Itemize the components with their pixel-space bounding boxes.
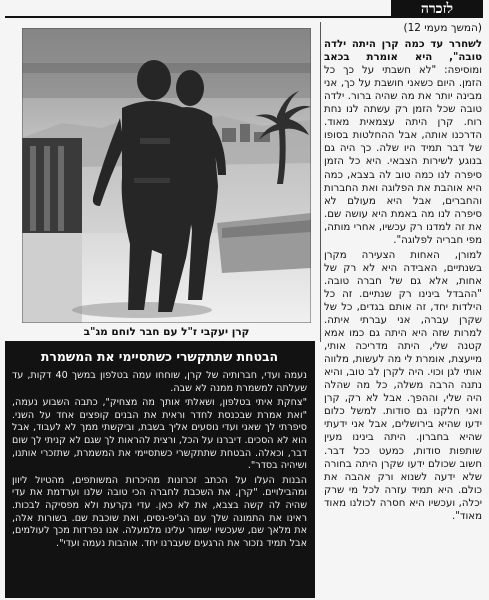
memorial-paragraph-1: נעמה ועדי, חברותיה של קרן, שוחחו עמה בטלפון במשך 40 דקות, עד שעלתה למשמרת ממנה לא שבה.	[12, 370, 307, 394]
photo-image	[22, 28, 311, 323]
column-divider	[320, 22, 321, 342]
article-paragraph-1-text: ומוסיפה: "לא חשבתי על כך כל הזמן. היום כשאני חושבת על כך, אני מבינה יותר את מה שהיה ברור. ילדה טובה שכל הזמן רק עשתה לנו נחת רוח. קרן היתה עצמאית מאוד. הדרכנו אותה, אבל ההחלטות בסופו של דבר תמיד היו שלה. כך היה גם בנוגע לשירות הצבאי. היא כל הזמן סיפרה לנו כמה טוב לה בצבא, כמה היא אוהבת את הפלוגה ואת החברות והחברים, אבל היא מעולם לא סיפרה לנו מה באמת היא עושה שם. את זה למדנו רק עכשיו, אחרי מותה, מפי חבריה לפלוגה".	[324, 65, 482, 246]
article-lead: לשחרר עד כמה קרן היתה ילדה טובה", היא אומרת בכאב	[324, 39, 482, 64]
section-header	[5, 0, 483, 18]
memorial-paragraph-2: "צחקת איתי בטלפון, ושאלתי אותך מה מצחיק", כתבה השבוע נעמה, "ואת אמרת שבכנסת לחדר וראית את הבנים קופצים אחד על השני. סיפרתי לך שאני ועדי נוסעים אליך בשבת, וביקשתי ממך לא לעבוד, אבל הוא לא הסכים. דיברנו על הכל, ורצית להראות לך שגם לא קניתי לך שום דבר, וכאלה. הבטחת שתתקשרי כשתסיימי את המשמרת, שתזכרי אותנו, ושיהיה בסדר".	[12, 397, 307, 472]
section-title: לזכרה	[391, 0, 483, 18]
continuation-note: (המשך מעמי 12)	[403, 22, 482, 34]
article-paragraph-1	[324, 38, 482, 247]
article-column	[324, 22, 482, 598]
memorial-paragraph-3: הבנות העלו על הכתב זכרונות מהיכרות המשותפים, מהטיול ליוון ומהבילויים. "קרן, את השכבת לחברה הכי טובה שלנו וערדמת את עדי שהיה לה קשה בצבא, את לא כאן. עדי נקרעת ולא מפסיקה לבכות. ראינו את התמונה שלך עם הג'יפ-נסים, ואת שוכבת שם. בשורות אלה, את מלאך שם, שעכשיו ישמור עלינו מלמעלה. אנו נפרדות מכך לעולמים, אבל תמיד נזכור את הרגעים שעברנו יחד. אוהבות נעמה ועדי".	[12, 474, 307, 549]
article-paragraph-2: למורן, האחות הצעירה מקרן בשנתיים, האבידה היא לא רק של אחות, אלא גם של חברה טובה. "ההבדל בינינו רק שנתיים. זה כל הילדות יחד, זה אותם בגדים, כל של שקרן עברה, אני עברתי איתה. למרות שזה היא היתה גם כמו אמא קטנה שלי, היתה מדריכה אותי, מייעצת, אומרת לי מה לעשות, מלווה אותי לגן וכוי. היה לקרן לב טוב, והיא נתנה הרבה משלה, כל מה שהלה היה שלי, וההפך. אבל לא רק, קרן ואני חלקנו גם סודות. למשל כלום ידעו שהיא בירושלים, אבל אני ידעתי שהיא בחברון. היתה בינינו מעין שותפות סודות, כמעט ככל דבר. חשוב שכולם ידעו שקרן היתה בחורה שלא ידעה לשנוא ורק אהבה את כולם. היא תמיד עזרה לכל מי שרק יכלה, ועכשיו היא חסרה לכולנו מאוד מאוד".	[324, 249, 482, 522]
memorial-box-title: הבטחת שתתקשרי כשתסיימי את המשמרת	[40, 349, 279, 364]
memorial-box	[5, 341, 315, 598]
photo-caption: קרן יעקבי ז"ל עם חבר לוחם מג"ב	[83, 326, 250, 338]
photo	[22, 28, 311, 323]
